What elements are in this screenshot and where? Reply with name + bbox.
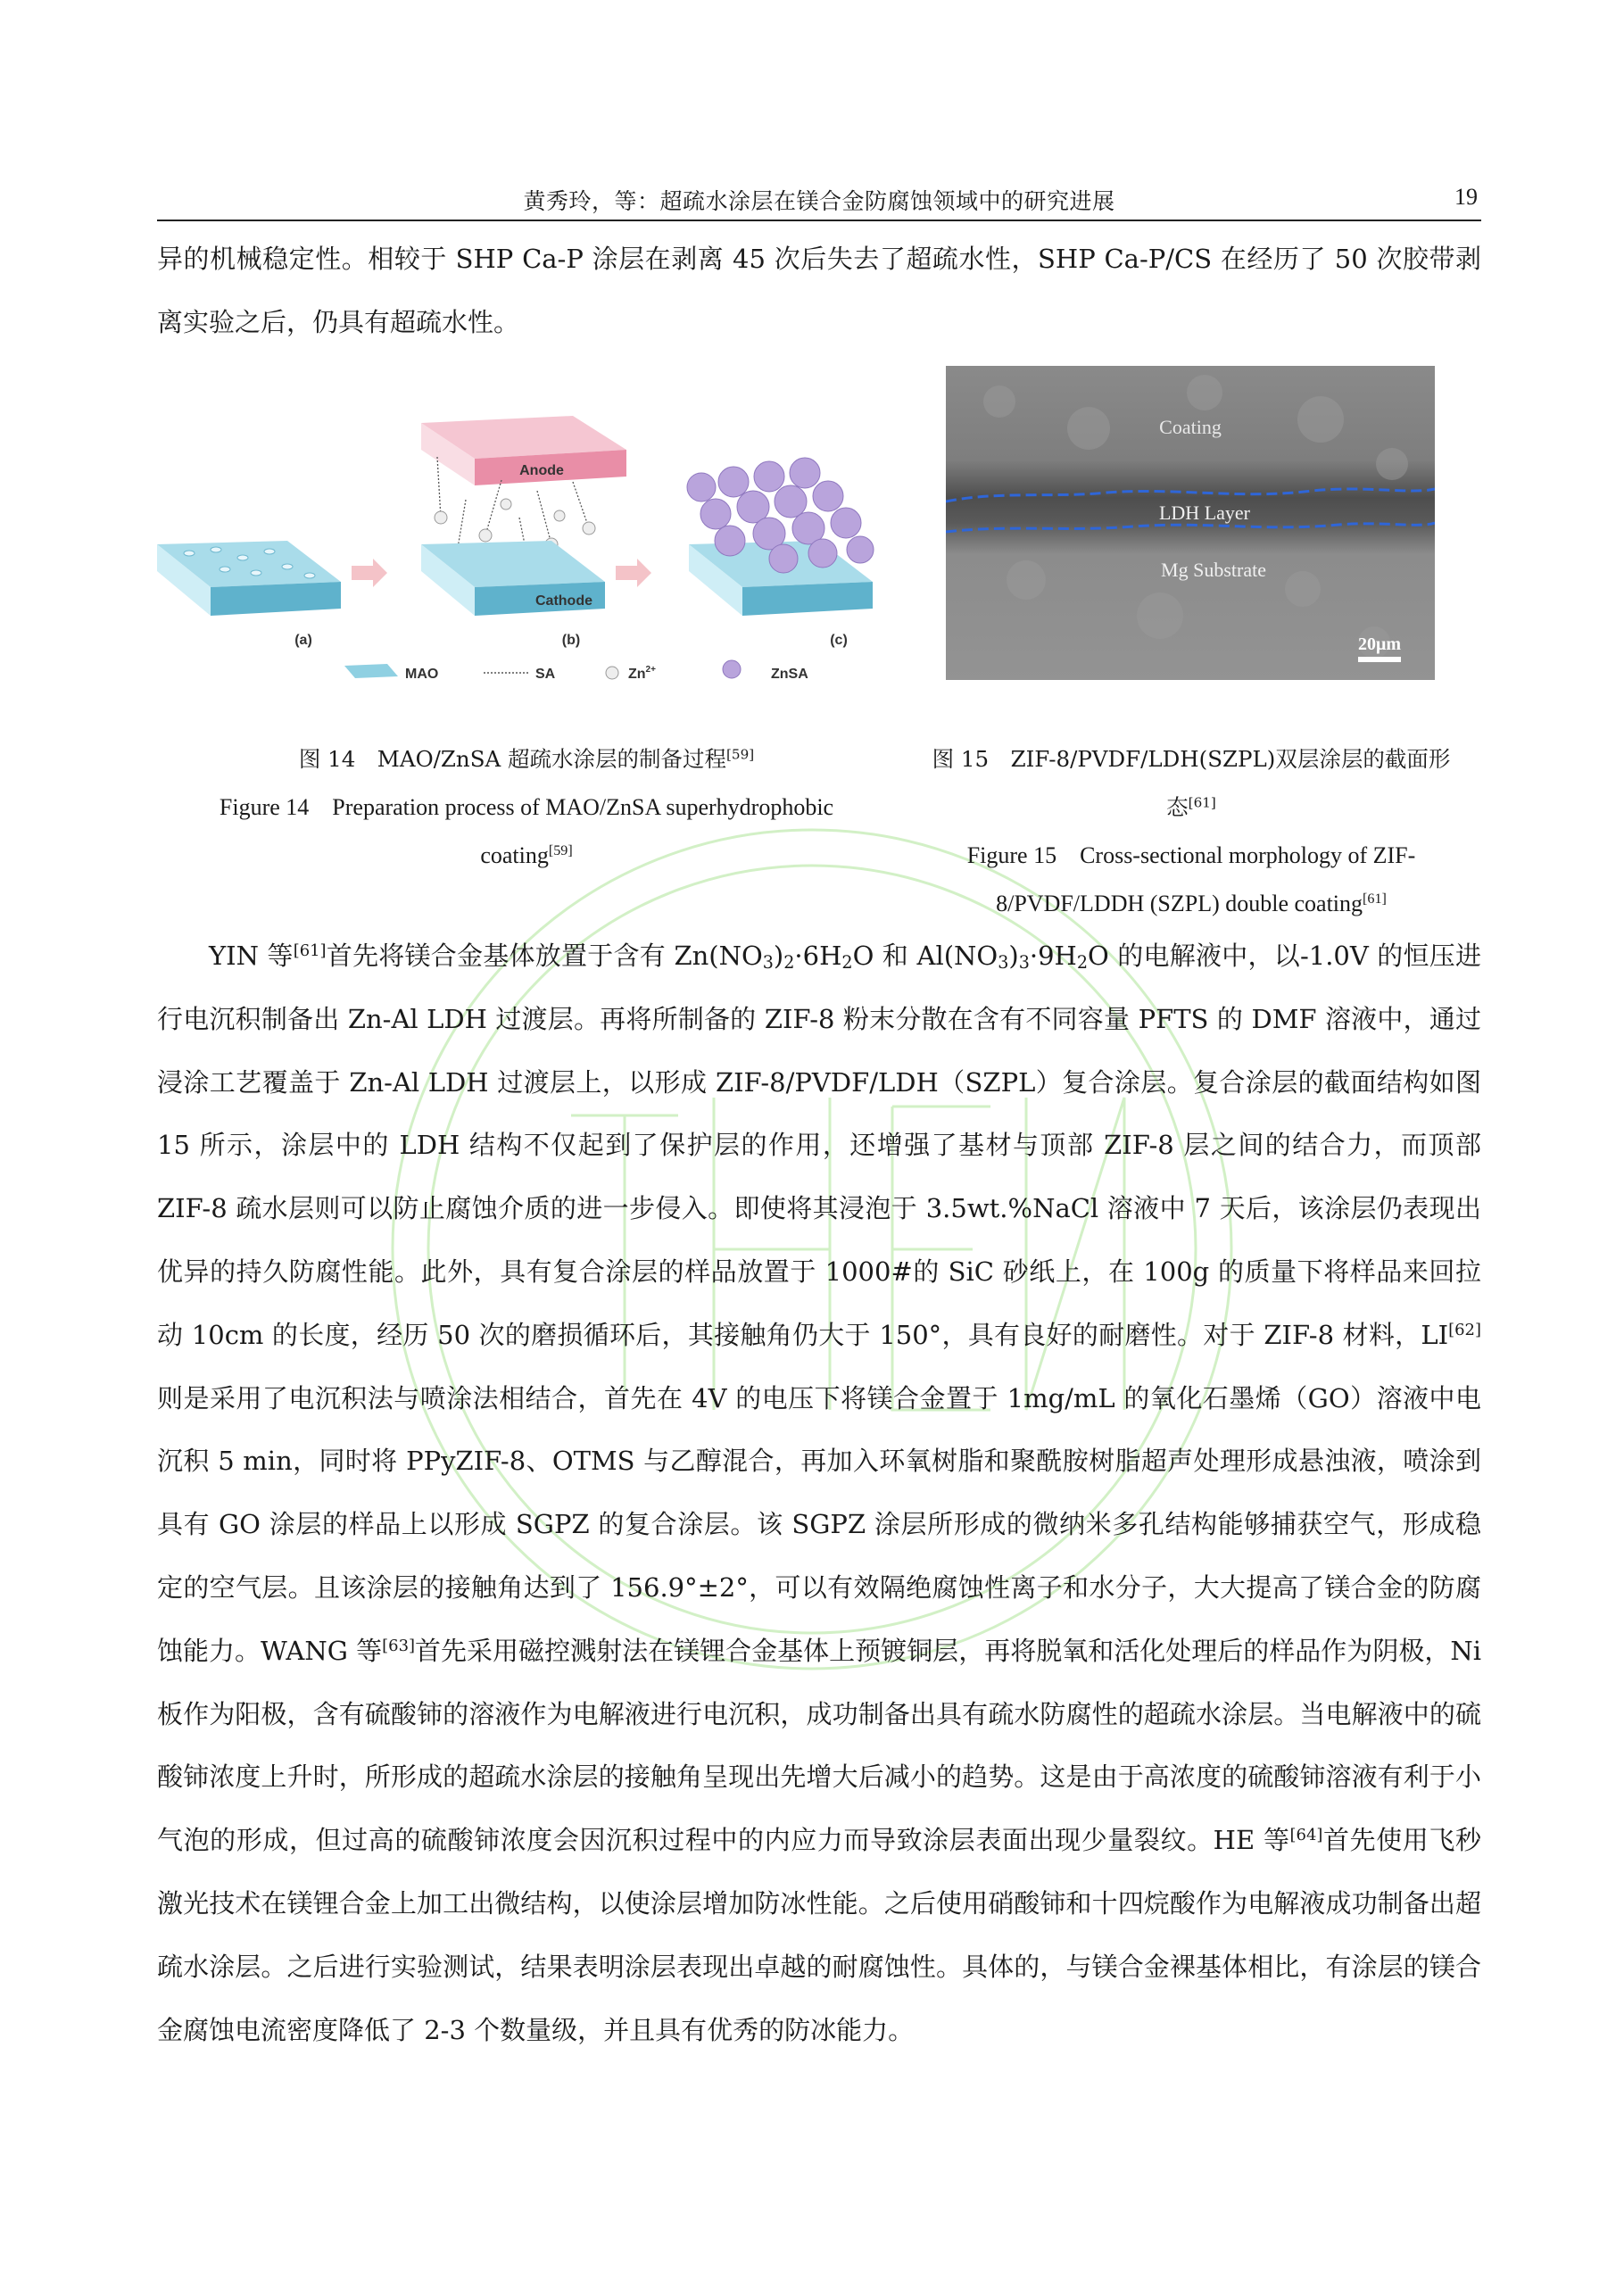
arrow-icon xyxy=(616,559,651,587)
panel-a-label: (a) xyxy=(294,633,312,648)
figure15-caption-en: Figure 15 Cross-sectional morphology of ZIF-8/PVDF/LDDH (SZPL) double coating[61] xyxy=(966,842,1416,916)
legend-sa: SA xyxy=(535,667,556,682)
legend-zn: $Zn^{2+}$ xyxy=(628,665,656,682)
figure14-schematic xyxy=(153,410,908,694)
figure14-caption-cn: 图 14 MAO/ZnSA 超疏水涂层的制备过程[59] xyxy=(298,746,755,772)
scale-bar xyxy=(1358,657,1401,662)
figure14-legend xyxy=(344,660,808,682)
legend-znsa: ZnSA xyxy=(771,667,808,682)
panel-b-label: (b) xyxy=(561,633,581,648)
mao-plate-a xyxy=(157,541,341,616)
substrate-label: Mg Substrate xyxy=(1161,559,1266,581)
coating-label: Coating xyxy=(1159,416,1222,438)
page-number: 19 xyxy=(1454,184,1478,210)
scale-bar-label: 20μm xyxy=(1358,634,1401,654)
arrow-icon xyxy=(352,559,387,587)
cathode-label: Cathode xyxy=(535,593,592,609)
figure15-caption-cn: 图 15 ZIF-8/PVDF/LDH(SZPL)双层涂层的截面形态[61] xyxy=(932,746,1451,820)
running-header xyxy=(157,178,1481,221)
znsa-coated-plate xyxy=(687,458,874,616)
anode-label: Anode xyxy=(519,463,564,478)
ldh-layer-label: LDH Layer xyxy=(1158,501,1251,524)
panel-c-label: (c) xyxy=(830,633,848,648)
intro-paragraph: 异的机械稳定性。相较于 SHP Ca-P 涂层在剥离 45 次后失去了超疏水性，SHP Ca-P/CS 在经历了 50 次胶带剥离实验之后，仍具有超疏水性。 xyxy=(157,244,1481,337)
figure15-caption xyxy=(928,735,1454,928)
legend-mao: MAO xyxy=(405,667,439,682)
figure15-sem-image xyxy=(946,366,1435,680)
figure14-caption-en: Figure 14 Preparation process of MAO/ZnSA superhydrophobic coating[59] xyxy=(219,794,834,868)
body-paragraph: YIN 等[61]首先将镁合金基体放置于含有 $Zn(NO_3)_2\cdot 6H_2O$ 和 $Al(NO_3)_3\cdot 9H_2O$ 的电解液中，以-1.0V 的恒压进行电沉积制备出 Zn-Al LDH 过渡层。再将所制备的 ZIF-8 粉末分散在含有不同容量 PFTS 的 DMF 溶液中，通过浸涂工艺覆盖于 Zn-Al LDH 过渡层上，以形成 ZIF-8/PVDF/LDH（SZPL）复合涂层。复合涂层的截面结构如图 15 所示，涂层中的 LDH 结构不仅起到了保护层的作用，还增强了基材与顶部 ZIF-8 层之间的结合力，而顶部 ZIF-8 疏水层则可以防止腐蚀介质的进一步侵入。即使将其浸泡于 3.5wt.%NaCl 溶液中 7 天后，该涂层仍表现出优异的持久防腐性能。此外，具有复合涂层的样品放置于 1000#的 SiC 砂纸上，在 100g 的质量下将样品来回拉动 10cm 的长度，经历 50 次的磨损循环后，其接触角仍大于 150°，具有良好的耐磨性。对于 ZIF-8 材料，LI[62]则是采用了电沉积法与喷涂法相结合，首先在 4V 的电压下将镁合金置于 1mg/mL 的氧化石墨烯（GO）溶液中电沉积 5 min，同时将 PPyZIF-8、OTMS 与乙醇混合，再加入环氧树脂和聚酰胺树脂超声处理形成悬浊液，喷涂到具有 GO 涂层的样品上以形成 SGPZ 的复合涂层。该 SGPZ 涂层所形成的微纳米多孔结构能够捕获空气，形成稳定的空气层。且该涂层的接触角达到了 156.9°±2°，可以有效隔绝腐蚀性离子和水分子，大大提高了镁合金的防腐蚀能力。WANG 等[63]首先采用磁控溅射法在镁锂合金基体上预镀铜层，再将脱氧和活化处理后的样品作为阴极，Ni 板作为阳极，含有硫酸铈的溶液作为电解液进行电沉积，成功制备出具有疏水防腐性的超疏水涂层。当电解液中的硫酸铈浓度上升时，所形成的超疏水涂层的接触角呈现出先增大后减小的趋势。这是由于高浓度的硫酸铈溶液有利于小气泡的形成，但过高的硫酸铈浓度会因沉积过程中的内应力而导致涂层表面出现少量裂纹。HE 等[64]首先使用飞秒激光技术在镁锂合金上加工出微结构，以使涂层增加防冰性能。之后使用硝酸铈和十四烷酸作为电解液成功制备出超疏水涂层。之后进行实验测试，结果表明涂层表现出卓越的耐腐蚀性。具体的，与镁合金裸基体相比，有涂层的镁合金腐蚀电流密度降低了 2-3 个数量级，并且具有优秀的防冰能力。 xyxy=(157,941,1481,2045)
figure14-caption xyxy=(178,735,874,880)
header-title: 黄秀玲，等：超疏水涂层在镁合金防腐蚀领域中的研究进展 xyxy=(523,188,1115,214)
